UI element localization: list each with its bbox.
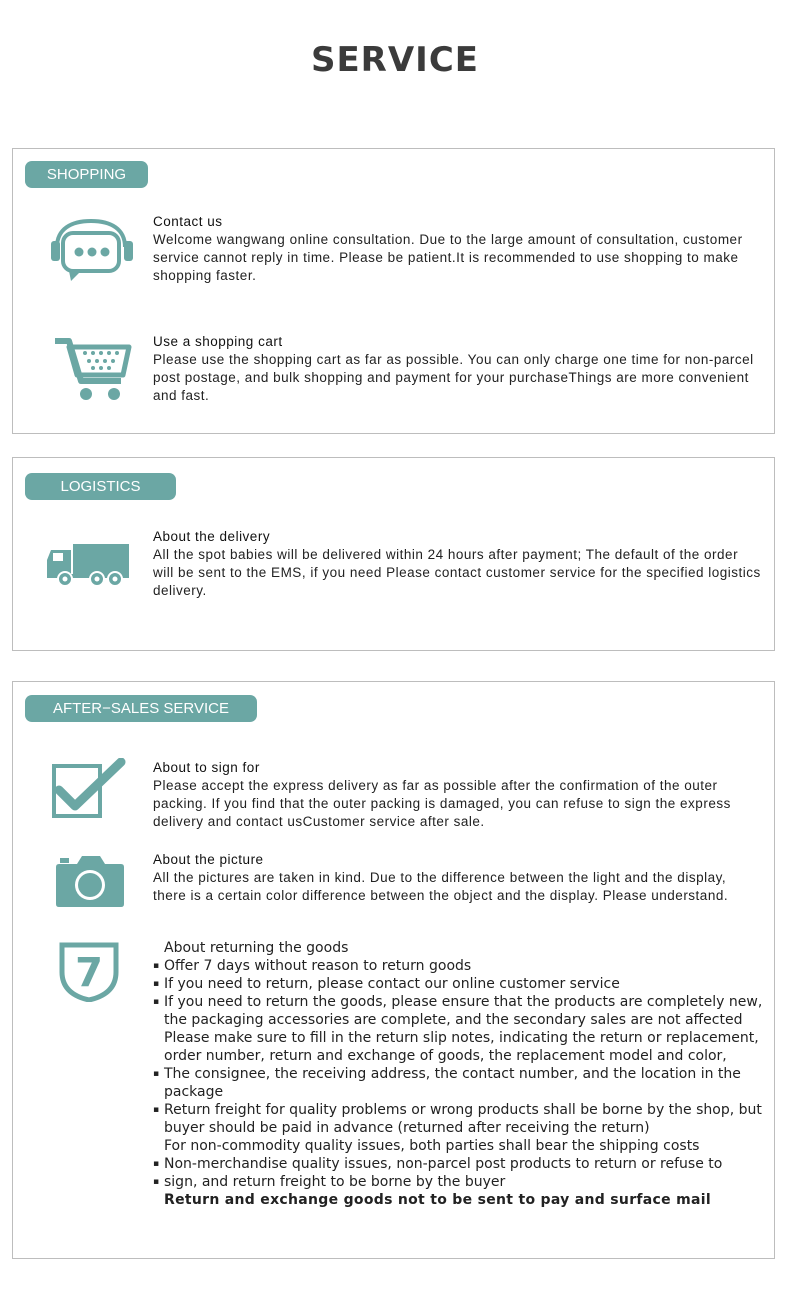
- list-item: ▪ The consignee, the receiving address, the contact number, and the location in the package: [153, 1065, 768, 1101]
- page-title: SERVICE: [310, 40, 480, 80]
- list-item: ▪ Return freight for quality problems or wrong products shall be borne by the shop, but buyer should be paid in advance (returned after receiving the return): [153, 1101, 768, 1137]
- seven-day-shield-icon: [59, 942, 119, 1002]
- camera-icon: [55, 854, 125, 908]
- item-title: About the picture: [153, 852, 264, 867]
- item-body: Please accept the express delivery as far as possible after the confirmation of the outer packing. If you find that the outer packing is damaged, you can refuse to sign the express delivery and contact usCustomer service after sale.: [153, 778, 731, 829]
- headset-chat-icon: [49, 219, 135, 285]
- shopping-cart-item: [153, 333, 763, 405]
- after-sales-panel: [12, 681, 775, 1259]
- item-title: Contact us: [153, 214, 223, 229]
- list-item: ▪ Non-merchandise quality issues, non-parcel post products to return or refuse to: [153, 1155, 768, 1173]
- delivery-item: [153, 528, 763, 600]
- item-body: All the spot babies will be delivered within 24 hours after payment; The default of the order will be sent to the EMS, if you need Please contact customer service for the specified logistics delivery.: [153, 547, 761, 598]
- item-title: About the delivery: [153, 529, 271, 544]
- logistics-panel: [12, 457, 775, 651]
- item-body: Welcome wangwang online consultation. Due to the large amount of consultation, customer service cannot reply in time. Please be patient.It is recommended to use shopping to make shopping faster.: [153, 232, 743, 283]
- item-body: All the pictures are taken in kind. Due to the difference between the light and the display, there is a certain color difference between the object and the display. Please understand.: [153, 870, 729, 903]
- checkbox-check-icon: [51, 758, 127, 820]
- item-title: Use a shopping cart: [153, 334, 283, 349]
- shopping-cart-icon: [53, 337, 133, 403]
- list-item: ▪ Offer 7 days without reason to return goods: [153, 957, 768, 975]
- returning-goods: [153, 939, 768, 1209]
- list-item: For non-commodity quality issues, both parties shall bear the shipping costs: [164, 1138, 700, 1154]
- item-title: About to sign for: [153, 760, 260, 775]
- list-item: ▪ If you need to return, please contact our online customer service: [153, 975, 768, 993]
- section-tag-logistics: LOGISTICS: [25, 473, 176, 500]
- returns-list: [153, 957, 768, 1191]
- shopping-panel: [12, 148, 775, 434]
- returns-final-note: Return and exchange goods not to be sent to pay and surface mail: [164, 1192, 711, 1208]
- picture-item: [153, 851, 763, 905]
- delivery-truck-icon: [45, 542, 131, 588]
- list-item: ▪ sign, and return freight to be borne by the buyer: [153, 1173, 768, 1191]
- contact-us-item: [153, 213, 763, 285]
- list-item: ▪ If you need to return the goods, please ensure that the products are completely new, the packaging accessories are complete, and the secondary sales are not affected Please make sure to fill in the return slip notes, indicating the return or replacement, order number, return and exchange of goods, the replacement model and color,: [153, 993, 768, 1065]
- section-tag-after-sales: AFTER−SALES SERVICE: [25, 695, 257, 722]
- returns-title: About returning the goods: [164, 940, 349, 956]
- item-body: Please use the shopping cart as far as possible. You can only charge one time for non-parcel post postage, and bulk shopping and payment for your purchaseThings are more convenient and fast.: [153, 352, 754, 403]
- section-tag-shopping: SHOPPING: [25, 161, 148, 188]
- shield-seven-text: 7: [75, 950, 103, 996]
- sign-for-item: [153, 759, 763, 831]
